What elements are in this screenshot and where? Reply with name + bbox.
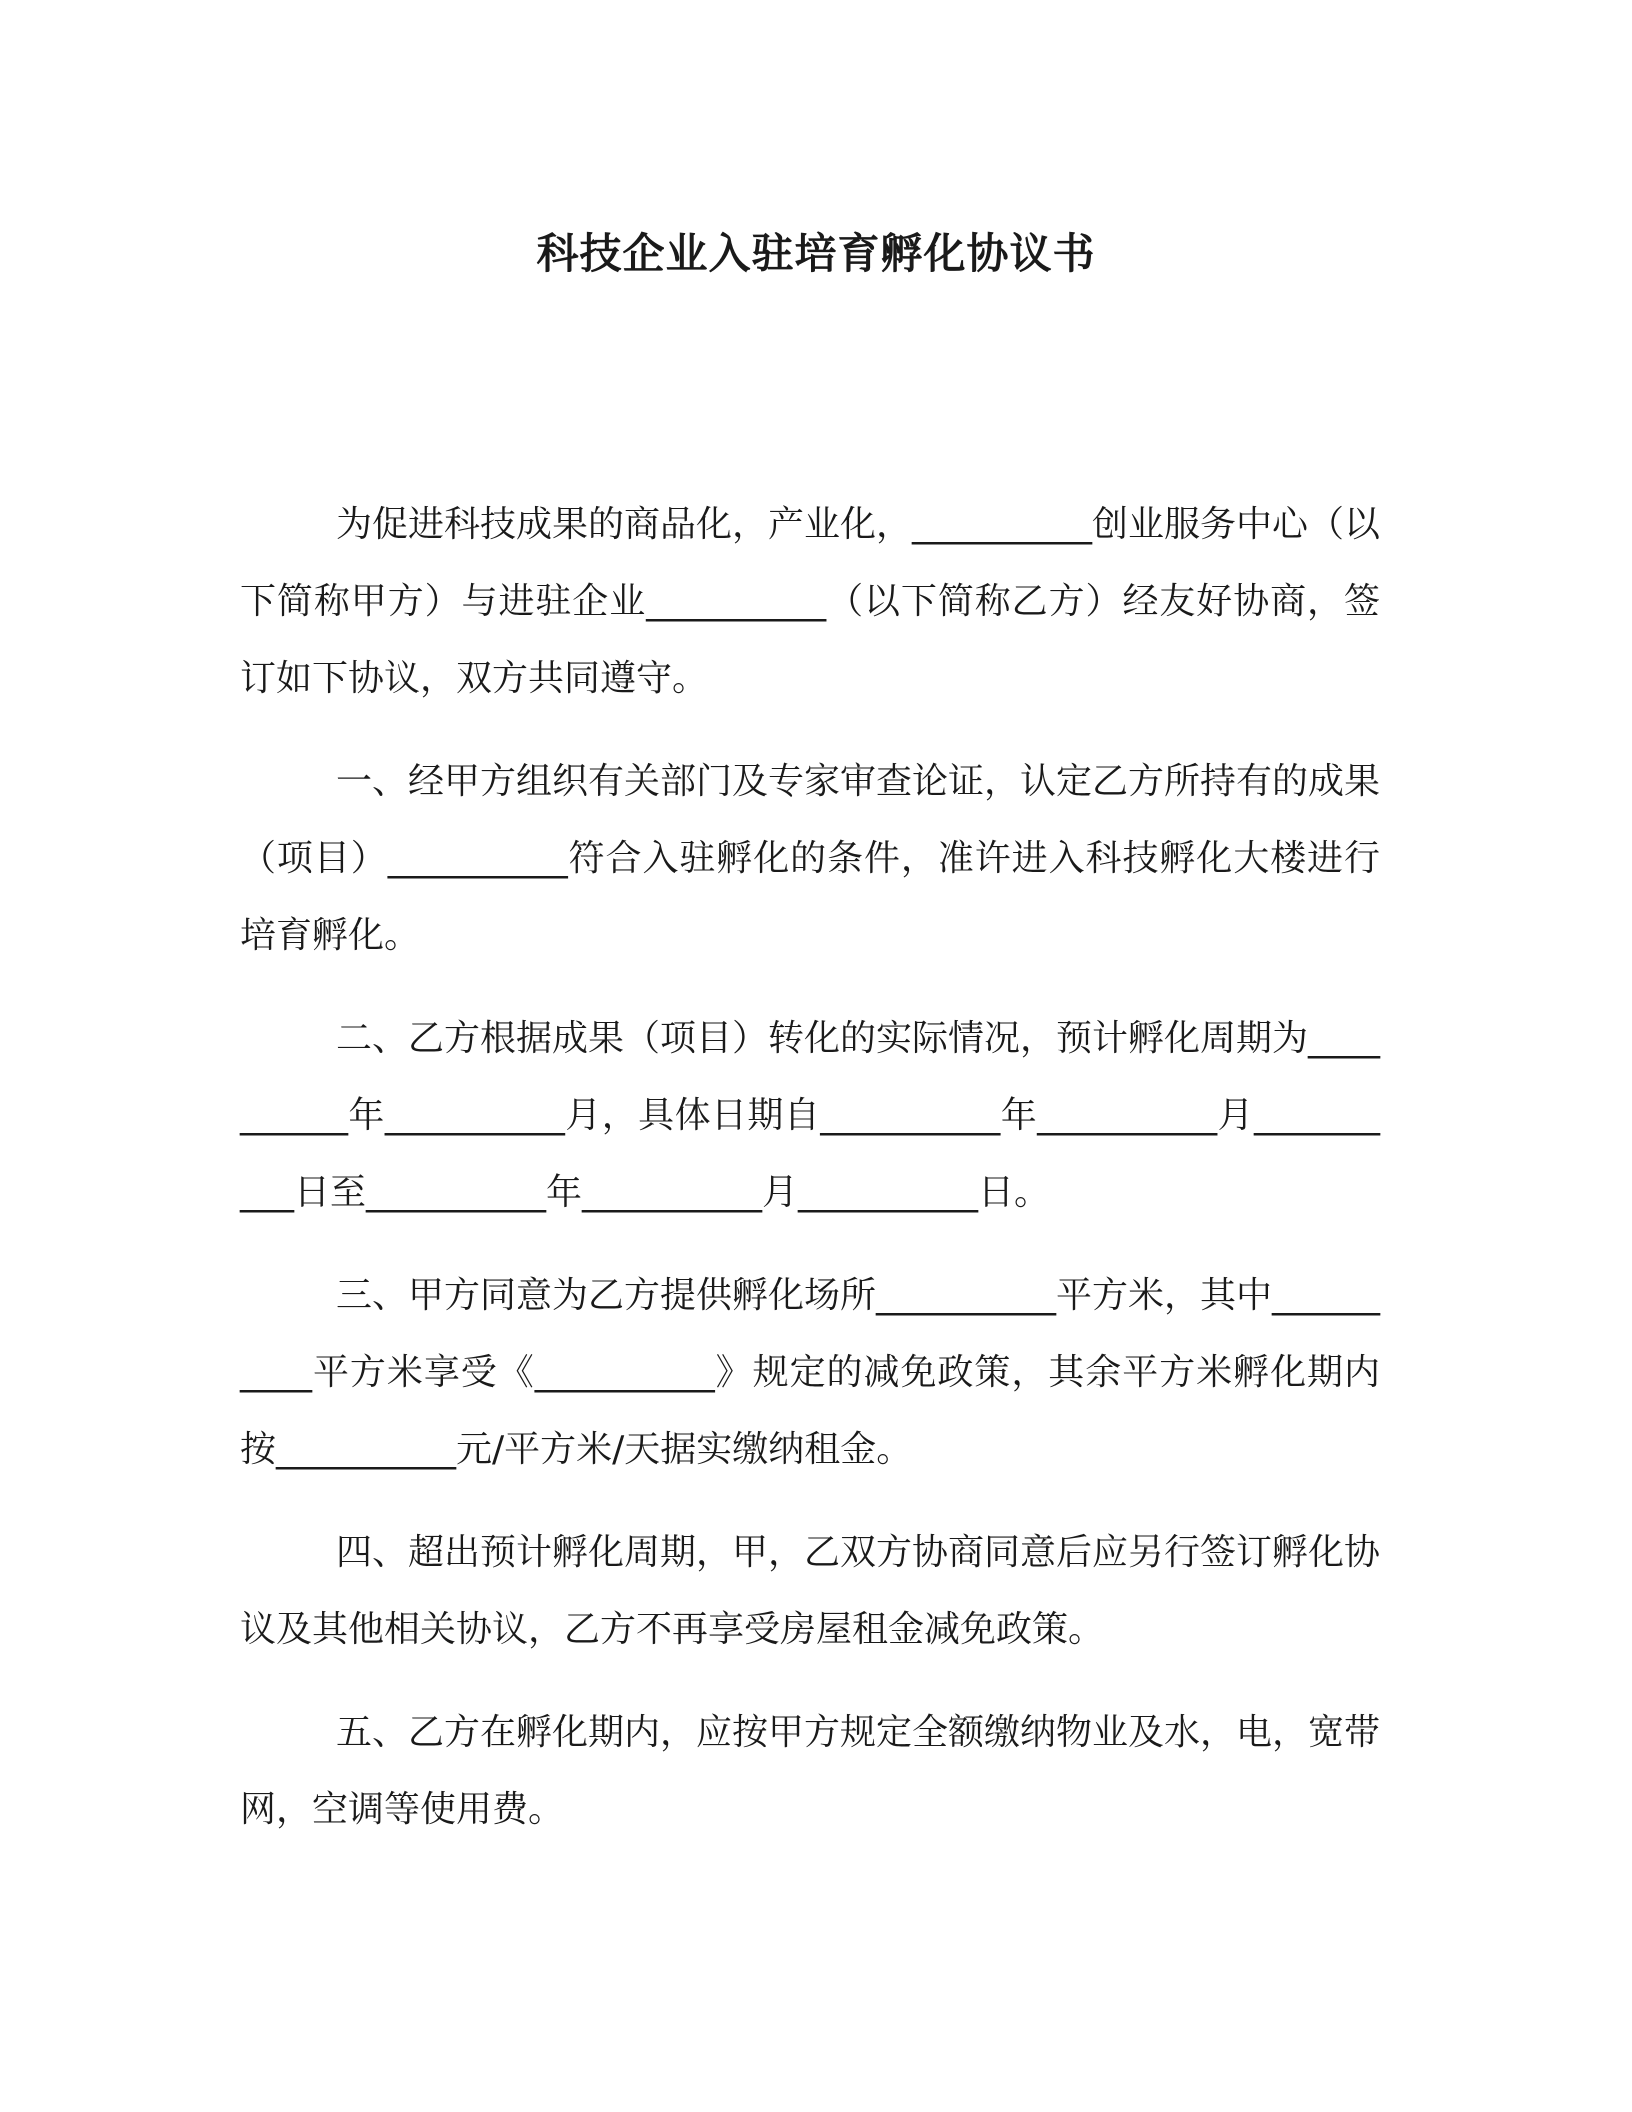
document-body — [240, 486, 1380, 1874]
paragraph-clause-3: 三、甲方同意为乙方提供孵化场所__________平方米，其中__________平方米享受《__________》规定的减免政策，其余平方米孵化期内按__________元/平方米/天据实缴纳租金。 — [240, 1275, 1381, 1470]
paragraph-clause-4: 四、超出预计孵化周期，甲，乙双方协商同意后应另行签订孵化协议及其他相关协议，乙方不再享受房屋租金减免政策。 — [240, 1532, 1381, 1650]
paragraph-intro: 为促进科技成果的商品化，产业化，__________创业服务中心（以下简称甲方）与进驻企业__________（以下简称乙方）经友好协商，签订如下协议，双方共同遵守。 — [240, 504, 1381, 699]
paragraph-clause-5: 五、乙方在孵化期内，应按甲方规定全额缴纳物业及水，电，宽带网，空调等使用费。 — [240, 1712, 1381, 1830]
paragraph-clause-1: 一、经甲方组织有关部门及专家审查论证，认定乙方所持有的成果（项目）__________符合入驻孵化的条件，准许进入科技孵化大楼进行培育孵化。 — [240, 761, 1381, 956]
document-title: 科技企业入驻培育孵化协议书 — [536, 229, 1096, 278]
paragraph-clause-2: 二、乙方根据成果（项目）转化的实际情况，预计孵化周期为__________年__________月，具体日期自__________年__________月__________日至__________年__________月__________日。 — [240, 1018, 1381, 1213]
